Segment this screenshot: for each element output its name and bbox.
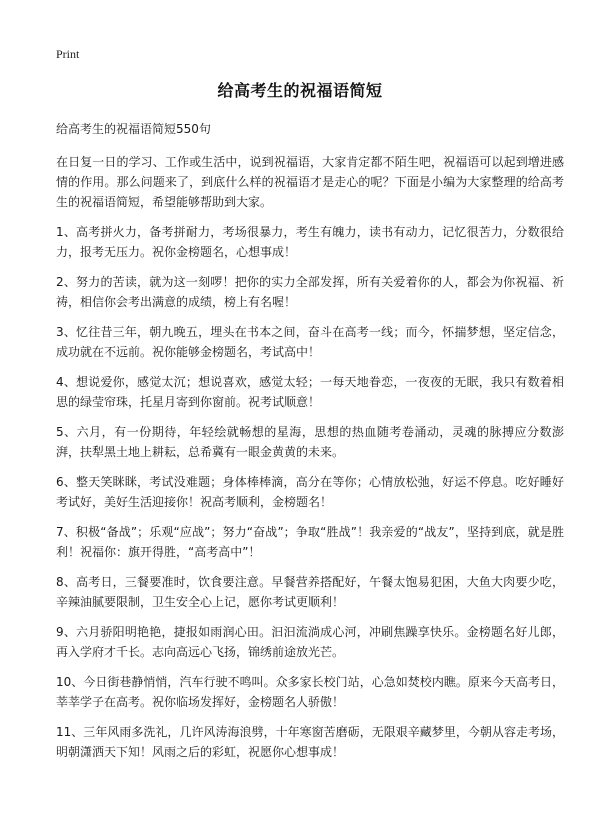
blessing-item-1: 1、高考拼火力，备考拼耐力，考场很暴力，考生有魄力，读书有动力，记忆很苦力，分数很给力，报考无压力。祝你金榜题名，心想事成！ (56, 225, 564, 259)
blessing-item-4: 4、想说爱你，感觉太沉；想说喜欢，感觉太轻；一每天地眷恋，一夜夜的无眠，我只有数着相思的绿莹帘珠，托星月寄到你窗前。祝考试顺意！ (56, 375, 564, 409)
blessing-item-10: 10、今日街巷静悄悄，汽车行驶不鸣叫。众多家长校门站，心急如焚校内瞧。原来今天高考日，莘莘学子在高考。祝你临场发挥好，金榜题名人骄傲！ (56, 675, 564, 709)
intro-paragraph: 在日复一日的学习、工作或生活中，说到祝福语，大家肯定都不陌生吧，祝福语可以起到增进感情的作用。那么问题来了，到底什么样的祝福语才是走心的呢？下面是小编为大家整理的给高考生的祝福语简短，希望能够帮助到大家。 (56, 155, 564, 209)
page-title: 给高考生的祝福语简短 (217, 81, 383, 100)
blessing-item-8: 8、高考日，三餐要准时，饮食要注意。早餐营养搭配好，午餐太饱易犯困，大鱼大肉要少吃，辛辣油腻要限制，卫生安全心上记，愿你考试更顺利！ (56, 575, 564, 609)
blessing-item-7: 7、积极“备战”；乐观“应战”；努力“奋战”；争取“胜战”！我亲爱的“战友”，坚持到底，就是胜利！祝福你：旗开得胜，“高考高中”！ (56, 525, 564, 559)
blessing-item-2: 2、努力的苦读，就为这一刻啰！把你的实力全部发挥，所有关爱着你的人，都会为你祝福、祈祷，相信你会考出满意的成绩，榜上有名喔！ (56, 275, 564, 309)
blessing-item-5: 5、六月，有一份期待，年轻绘就畅想的星海，思想的热血随考卷涌动，灵魂的脉搏应分数澎湃，扶犁黑土地上耕耘，总希冀有一眼金黄黄的未来。 (56, 425, 564, 459)
blessing-item-9: 9、六月骄阳明艳艳，捷报如雨润心田。汩汩流淌成心河，冲刷焦躁享快乐。金榜题名好儿郎，再入学府才千长。志向高远心飞扬，锦绣前途放光芒。 (56, 625, 564, 659)
document-body (56, 121, 564, 772)
blessing-item-3: 3、忆往昔三年，朝九晚五，埋头在书本之间，奋斗在高考一线；而今，怀揣梦想，坚定信念，成功就在不远前。祝你能够金榜题名，考试高中！ (56, 325, 564, 359)
blessing-item-6: 6、整天笑眯眯，考试没难题；身体棒棒滴，高分在等你；心情放松弛，好运不停息。吃好睡好考试好，美好生活迎接你！祝高考顺利，金榜题名！ (56, 475, 564, 509)
document-subtitle: 给高考生的祝福语简短550句 (56, 122, 211, 136)
blessing-item-11: 11、三年风雨多洗礼，几许风涛海浪劈，十年寒窗苦磨砺，无限艰辛藏梦里，今朝从容走考场，明朝潇洒天下知！风雨之后的彩虹，祝愿你心想事成！ (56, 725, 564, 759)
print-link[interactable]: Print (56, 47, 80, 61)
